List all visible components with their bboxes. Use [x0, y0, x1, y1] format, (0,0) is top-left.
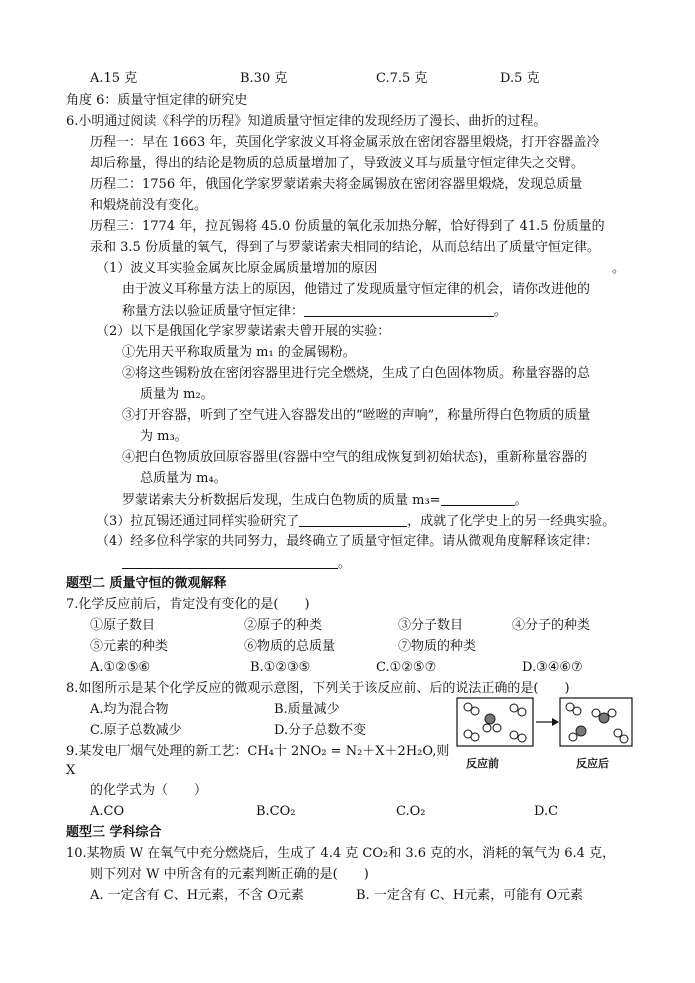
- atom-grey: [576, 726, 586, 736]
- caption-after: 反应后: [576, 757, 609, 770]
- atom-white: [471, 733, 479, 741]
- history1-line2: 却后称量，得出的结论是物质的总质量增加了，导致波义耳与质量守恒定律失之交臂。: [90, 156, 585, 171]
- answer-blank-4[interactable]: [122, 554, 338, 569]
- atom-white: [592, 709, 600, 717]
- q7-item-6: ⑥物质的总质量: [244, 639, 336, 654]
- atom-white: [518, 708, 526, 716]
- q7-stem: 7.化学反应前后，肯定没有变化的是( ): [66, 597, 310, 612]
- analysis-text: 罗蒙诺索夫分析数据后发现，生成白色物质的质量 m₃=: [122, 493, 441, 508]
- q10-option-b: B. 一定含有 C、H元素，可能有 O元素: [356, 888, 584, 903]
- q9-option-c: C.O₂: [396, 804, 426, 819]
- atom-white: [510, 704, 518, 712]
- part2-line1: （2）以下是俄国化学家罗蒙诺索夫曾开展的实验：: [96, 324, 391, 339]
- atom-white: [518, 734, 526, 742]
- q7-item-7: ⑦物质的种类: [398, 639, 477, 654]
- type2-heading: 题型二 质量守恒的微观解释: [66, 576, 227, 591]
- q7-item-4: ④分子的种类: [512, 618, 591, 633]
- part1-line3-end: 。: [494, 304, 508, 319]
- atom-white: [493, 724, 501, 732]
- q7-item-3: ③分子数目: [398, 618, 464, 633]
- answer-blank-2[interactable]: [441, 491, 515, 506]
- arrow-head: [552, 718, 559, 726]
- part3-end: ，成就了化学史上的另一经典实验。: [407, 514, 616, 529]
- step2-line1: ②将这些锡粉放在密闭容器里进行完全燃烧，生成了白色固体物质。称量容器的总: [122, 366, 591, 381]
- atom-white: [569, 733, 577, 741]
- part1-line1: （1）波义耳实验金属灰比原金属质量增加的原因: [96, 261, 378, 276]
- q7-option-a: A.①②⑤⑥: [90, 660, 151, 675]
- analysis-end: 。: [514, 493, 528, 508]
- part3-line: [96, 512, 615, 531]
- q7-option-d: D.③④⑥⑦: [522, 660, 583, 675]
- part1-line3: [122, 302, 507, 321]
- part1-line2: 由于波义耳称量方法上的原因，他错过了发现质量守恒定律的机会，请你改进他的: [122, 282, 591, 297]
- atom-white: [510, 731, 518, 739]
- part4-line2: [122, 554, 351, 573]
- q10-stem-line1: 10.某物质 W 在氧气中充分燃烧后，生成了 4.4 克 CO₂和 3.6 克的水，消耗的氧气为 6.4 克，: [66, 846, 616, 861]
- atom-white: [483, 724, 491, 732]
- q6-stem: 6.小明通过阅读《科学的历程》知道质量守恒定律的发现经历了漫长、曲折的过程。: [66, 114, 547, 129]
- angle6-heading: 角度 6：质量守恒定律的研究史: [66, 93, 248, 108]
- history2-line1: 历程二：1756 年，俄国化学家罗蒙诺索夫将金属锡放在密闭容器里煅烧，发现总质量: [90, 177, 583, 192]
- atom-white: [620, 735, 628, 743]
- atom-white: [573, 707, 581, 715]
- option-c: C.7.5 克: [376, 71, 428, 86]
- q10-option-a: A. 一定含有 C、H元素，不含 O元素: [90, 888, 304, 903]
- step3-line1: ③打开容器，听到了空气进入容器发出的“咝咝的声响”，称量所得白色物质的质量: [122, 408, 591, 423]
- answer-blank-3[interactable]: [299, 512, 407, 527]
- q9-stem-line1: 9.某发电厂烟气处理的新工艺：CH₄十 2NO₂ = N₂＋X＋2H₂O,则: [66, 744, 450, 759]
- option-b: B.30 克: [240, 71, 288, 86]
- option-a: A.15 克: [90, 71, 138, 86]
- q7-option-b: B.①②③⑤: [250, 660, 311, 675]
- history3-line2: 汞和 3.5 份质量的氧气，得到了与罗蒙诺索夫相同的结论，从而总结出了质量守恒定律。: [90, 240, 600, 255]
- part3-text: （3）拉瓦锡还通过同样实验研究了: [96, 514, 300, 529]
- answer-blank-1[interactable]: [304, 302, 494, 317]
- history3-line1: 历程三：1774 年，拉瓦锡将 45.0 份质量的氧化汞加热分解，恰好得到了 41.5 份质量的: [90, 219, 605, 234]
- part4-end: 。: [338, 556, 352, 571]
- q7-option-c: C.①②⑤⑦: [376, 660, 437, 675]
- part1-end: 。: [612, 261, 626, 276]
- q9-stem-line3: 的化学式为（ ）: [90, 783, 208, 798]
- history2-line2: 和煅烧前没有变化。: [90, 198, 208, 213]
- q8-option-d: D.分子总数不变: [274, 723, 367, 738]
- reaction-diagram: [456, 697, 634, 771]
- step4-line1: ④把白色物质放回原容器里(容器中空气的组成恢复到初始状态)，重新称量容器的: [122, 450, 588, 465]
- atom-white: [608, 709, 616, 717]
- caption-before: 反应前: [466, 757, 499, 770]
- q8-option-a: A.均为混合物: [90, 702, 169, 717]
- q8-stem: 8.如图所示是某个化学反应的微观示意图，下列关于该反应前、后的说法正确的是( ): [66, 681, 570, 696]
- atom-grey: [485, 714, 495, 724]
- option-d: D.5 克: [500, 71, 540, 86]
- part4-line1: （4）经多位科学家的共同努力，最终确立了质量守恒定律。请从微观角度解释该定律：: [96, 534, 599, 549]
- q9-option-d: D.C: [534, 804, 559, 819]
- q7-item-2: ②原子的种类: [244, 618, 323, 633]
- analysis-line: [122, 491, 528, 510]
- step1: ①先用天平称取质量为 m₁ 的金属锡粉。: [122, 345, 356, 360]
- q9-stem-line2: X: [66, 763, 76, 778]
- q8-option-c: C.原子总数减少: [90, 723, 182, 738]
- step2-line2: 质量为 m₂。: [140, 387, 214, 402]
- step4-line2: 总质量为 m₄。: [140, 471, 227, 486]
- q8-option-b: B.质量减少: [274, 702, 340, 717]
- atom-white: [614, 729, 622, 737]
- q9-option-b: B.CO₂: [256, 804, 296, 819]
- q9-option-a: A.CO: [90, 804, 125, 819]
- step3-line2: 为 m₃。: [140, 429, 188, 444]
- atom-grey: [599, 713, 609, 723]
- reaction-diagram-svg: [456, 697, 634, 749]
- q7-item-5: ⑤元素的种类: [90, 639, 169, 654]
- history1-line1: 历程一：早在 1663 年，英国化学家波义耳将金属汞放在密闭容器里煅烧，打开容器盖冷: [90, 135, 600, 150]
- q7-item-1: ①原子数目: [90, 618, 156, 633]
- part1-line3-text: 称量方法以验证质量守恒定律：: [122, 304, 305, 319]
- q10-stem-line2: 则下列对 W 中所含有的元素判断正确的是( ): [90, 867, 369, 882]
- atom-white: [471, 707, 479, 715]
- type3-heading: 题型三 学科综合: [66, 825, 162, 840]
